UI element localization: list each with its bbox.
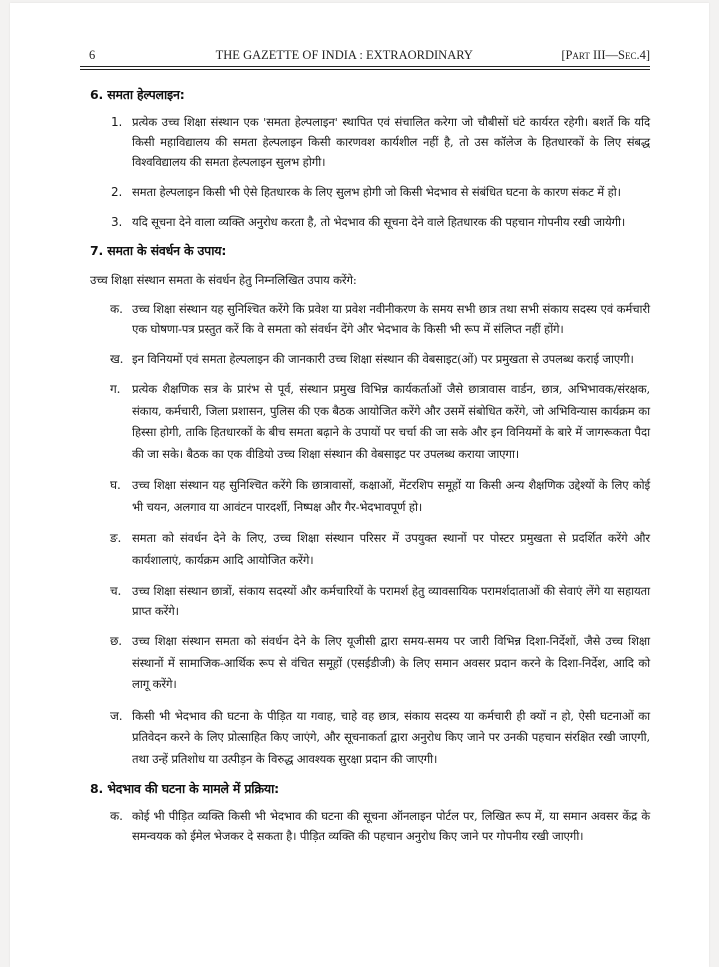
section-6-list (80, 112, 650, 232)
section-8-list (80, 806, 650, 846)
list-item (80, 631, 650, 696)
item-text: उच्च शिक्षा संस्थान समता को संवर्धन देने के लिए यूजीसी द्वारा समय-समय पर जारी विभिन्न दिशा-निर्देशों, जैसे उच्च शिक्षा संस्थानों में सामाजिक-आर्थिक रूप से वंचित समूहों (एसईडीजी) के लिए समान अवसर प्रदान करने के दिशा-निर्देश, आदि को लागू करेंगे। (132, 634, 650, 691)
list-item (80, 475, 650, 518)
item-letter: ख. (110, 352, 124, 366)
item-text: समता को संवर्धन देने के लिए, उच्च शिक्षा संस्थान परिसर में उपयुक्त स्थानों पर पोस्टर प्रमुखता से प्रदर्शित करेंगे और कार्यशालाएं, कार्यक्रम आदि आयोजित करेंगे। (132, 531, 650, 567)
running-header (80, 47, 650, 67)
item-number: 1. (111, 115, 123, 129)
list-item (80, 349, 650, 369)
list-item (80, 212, 650, 232)
document-page (10, 3, 709, 967)
list-item (80, 299, 650, 339)
list-item (80, 706, 650, 771)
section-7-intro: उच्च शिक्षा संस्थान समता के संवर्धन हेतु निम्नलिखित उपाय करेंगे: (90, 273, 357, 287)
list-item (80, 182, 650, 202)
list-item (80, 806, 650, 846)
item-text: कोई भी पीड़ित व्यक्ति किसी भी भेदभाव की घटना की सूचना ऑनलाइन पोर्टल पर, लिखित रूप में, या समान अवसर केंद्र के समन्वयक को ईमेल भेजकर दे सकता है। पीड़ित व्यक्ति की पहचान अनुरोध किए जाने पर गोपनीय रखी जाएगी। (132, 809, 650, 843)
page-content (80, 47, 650, 846)
item-number: 3. (111, 215, 123, 229)
item-letter: ङ. (110, 531, 122, 545)
item-text: किसी भी भेदभाव की घटना के पीड़ित या गवाह, चाहे वह छात्र, संकाय सदस्य या कर्मचारी ही क्यों न हो, ऐसी घटनाओं का प्रतिवेदन करने के लिए प्रोत्साहित किए जाएंगे, और सूचनाकर्ता द्वारा अनुरोध किए जाने पर उनकी पहचान संरक्षित रखी जाएगी, तथा उन्हें प्रतिशोध या उत्पीड़न के विरुद्ध आवश्यक सुरक्षा प्रदान की जाएगी। (132, 708, 650, 766)
item-letter: छ. (110, 634, 122, 648)
list-item (80, 528, 650, 571)
item-text: प्रत्येक शैक्षणिक सत्र के प्रारंभ से पूर्व, संस्थान प्रमुख विभिन्न कार्यकर्ताओं जैसे छात्रावास वार्डन, छात्र, अभिभावक/संरक्षक, संकाय, कर्मचारी, जिला प्रशासन, पुलिस की एक बैठक आयोजित करेंगे और उसमें संबोधित करेंगे, जो अभिविन्यास कार्यक्रम का हिस्सा होगी, ताकि हितधारकों के बीच समता बढ़ाने के उपायों पर चर्चा की जा सके और इन विनियमों के बारे में जागरूकता पैदा की जा सके। बैठक का एक वीडियो उच्च शिक्षा संस्थान की वेबसाइट पर उपलब्ध कराया जाएगा। (132, 382, 650, 461)
part-section-label: [Part III—Sec.4] (561, 48, 650, 62)
header-rule (80, 69, 650, 70)
item-text: इन विनियमों एवं समता हेल्पलाइन की जानकारी उच्च शिक्षा संस्थान की वेबसाइट(ओं) पर प्रमुखता से उपलब्ध कराई जाएगी। (132, 352, 634, 366)
list-item (80, 112, 650, 172)
list-item (80, 581, 650, 621)
list-item (80, 379, 650, 465)
item-letter: च. (110, 584, 122, 598)
page-number: 6 (89, 48, 96, 62)
item-letter: घ. (110, 478, 121, 492)
section-6-heading: 6. समता हेल्पलाइन: (90, 87, 185, 102)
item-text: उच्च शिक्षा संस्थान यह सुनिश्चित करेंगे कि छात्रावासों, कक्षाओं, मेंटरशिप समूहों या किसी अन्य शैक्षणिक उद्देश्यों के लिए कोई भी चयन, अलगाव या आवंटन पारदर्शी, निष्पक्ष और गैर-भेदभावपूर्ण हो। (132, 478, 650, 514)
item-letter: ग. (110, 382, 121, 396)
item-text: यदि सूचना देने वाला व्यक्ति अनुरोध करता है, तो भेदभाव की सूचना देने वाले हितधारक की पहचान गोपनीय रखी जायेगी। (132, 215, 626, 229)
item-number: 2. (111, 185, 123, 199)
item-text: प्रत्येक उच्च शिक्षा संस्थान एक 'समता हेल्पलाइन' स्थापित एवं संचालित करेगा जो चौबीसों घंटे कार्यरत रहेगी। बशर्ते कि यदि किसी महाविद्यालय की समता हेल्पलाइन किसी कारणवश कार्यशील नहीं है, तो उस कॉलेज के हितधारकों के लिए संबद्ध विश्वविद्यालय की समता हेल्पलाइन सुलभ होगी। (132, 115, 650, 169)
item-letter: क. (110, 302, 123, 316)
item-text: उच्च शिक्षा संस्थान छात्रों, संकाय सदस्यों और कर्मचारियों के परामर्श हेतु व्यावसायिक परामर्शदाताओं की सेवाएं लेंगे या सहायता प्राप्त करेंगे। (132, 584, 650, 618)
gazette-title: THE GAZETTE OF INDIA : EXTRAORDINARY (215, 48, 473, 62)
section-7-list (80, 299, 650, 770)
section-8-heading: 8. भेदभाव की घटना के मामले में प्रक्रिया: (90, 781, 279, 796)
item-letter: ज. (110, 708, 123, 723)
item-text: समता हेल्पलाइन किसी भी ऐसे हितधारक के लिए सुलभ होगी जो किसी भेदभाव से संबंधित घटना के कारण संकट में हो। (132, 185, 621, 199)
item-letter: क. (110, 809, 123, 823)
item-text: उच्च शिक्षा संस्थान यह सुनिश्चित करेंगे कि प्रवेश या प्रवेश नवीनीकरण के समय सभी छात्र तथा सभी संकाय सदस्य एवं कर्मचारी एक घोषणा-पत्र प्रस्तुत करें कि वे समता को संवर्धन देंगे और भेदभाव के किसी भी रूप में संलिप्त नहीं होंगे। (132, 302, 650, 336)
section-7-heading: 7. समता के संवर्धन के उपाय: (90, 243, 227, 258)
